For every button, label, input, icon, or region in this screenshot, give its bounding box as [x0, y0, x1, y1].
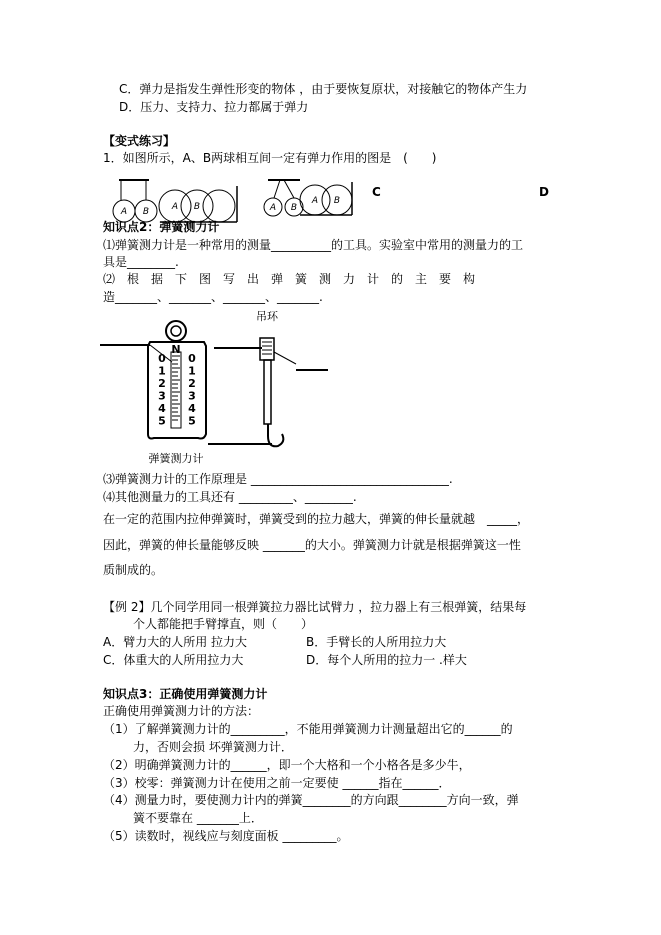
right-scale-spring-coil: [262, 342, 272, 354]
diagram-b-ball-1-label: A: [171, 202, 179, 212]
diagram-d-label: D: [539, 185, 549, 199]
diagram-c-ball-b-label: B: [290, 203, 298, 213]
scale-number-left-2: 2: [158, 377, 166, 390]
point-4: ⑷其他测量力的工具还有 _________、________.: [103, 490, 357, 504]
option-d: D．压力、支持力、拉力都属于弹力: [119, 100, 309, 114]
point-2-line-2: 造_______、_______、_______、_______.: [103, 290, 323, 304]
diagram-c-ball-a-label: A: [269, 203, 277, 213]
scale-number-left-3: 3: [158, 389, 166, 403]
diagram-d-ball-a-label: A: [311, 196, 319, 206]
point-1-line-2: 具是________.: [103, 255, 179, 269]
point-1-line-1: ⑴弹簧测力计是一种常用的测量__________的工具。实验室中常用的测量力的工: [103, 238, 524, 252]
example-2-line-1: 【例 2】几个同学用同一根弹簧拉力器比试臂力 ，拉力器上有三根弹簧，结果每: [103, 600, 527, 614]
scale-number-right-2: 2: [188, 377, 196, 390]
left-scale-ticks: [172, 356, 180, 420]
question-1: 1．如图所示，A、B两球相互间一定有弹力作用的图是 ( ): [103, 151, 437, 165]
method-2: （2）明确弹簧测力计的______，即一个大格和一个小格各是多少牛，: [103, 758, 471, 772]
point-3: ⑶弹簧测力计的工作原理是 _________________________________.: [103, 472, 453, 486]
ring-label: 吊环: [256, 310, 278, 323]
method-3: （3）校零：弹簧测力计在使用之前一定要使 ______指在______．: [103, 776, 451, 790]
example-2-option-d: D．每个人所用的拉力一 .样大: [306, 653, 467, 667]
scale-number-left-5: 5: [158, 414, 166, 428]
method-4-line-1: （4）测量力时，要使测力计内的弹簧________的方向跟________方向一致，弹: [103, 793, 519, 807]
paragraph-line-1: 在一定的范围内拉伸弹簧时，弹簧受到的拉力越大，弹簧的伸长量就越 _____，: [103, 512, 530, 526]
diagram-a-ball-a-label: A: [120, 207, 128, 217]
scale-caption: 弹簧测力计: [148, 452, 204, 465]
right-scale-ring-housing: [260, 338, 274, 360]
scale-number-left-1: 1: [158, 364, 166, 378]
knowledge-point-2: 知识点2：弹簧测力计: [103, 220, 220, 234]
left-scale-ring-inner: [171, 326, 181, 336]
method-4-line-2: 簧不要靠在 _______上．: [133, 811, 263, 825]
diagram-d-ball-b-label: B: [333, 196, 341, 206]
right-scale-rod: [264, 360, 271, 424]
left-scale-spring-tube: [171, 352, 181, 428]
scale-number-left-4: 4: [158, 402, 166, 415]
right-scale-hook: [268, 424, 283, 446]
scale-number-right-4: 4: [188, 402, 196, 415]
knowledge-point-3: 知识点3：正确使用弹簧测力计: [103, 687, 268, 701]
scale-number-right-5: 5: [188, 414, 196, 428]
paragraph-line-2: 因此，弹簧的伸长量能够反映 _______的大小。弹簧测力计就是根据弹簧这一性: [103, 538, 521, 552]
point-2-line-1: ⑵ 根 据 下 图 写 出 弹 簧 测 力 计 的 主 要 构: [103, 272, 476, 286]
example-2-option-b: B．手臂长的人所用拉力大: [306, 635, 447, 649]
method-5: （5）读数时，视线应与刻度面板 _________。: [103, 829, 349, 843]
example-2-line-2: 个人都能把手臂撑直，则（ ）: [133, 617, 314, 631]
diagram-a-ball-b-label: B: [142, 207, 150, 217]
option-c: C．弹力是指发生弹性形变的物体 ，由于要恢复原状，对接触它的物体产生力: [119, 82, 528, 96]
scale-number-right-0: 0: [188, 352, 196, 365]
method-1-line-1: （1）了解弹簧测力计的_________，不能用弹簧测力计测量超出它的______的: [103, 722, 513, 736]
diagram-c-label: C: [372, 185, 381, 199]
paragraph-line-3: 质制成的。: [103, 563, 164, 577]
scale-number-right-1: 1: [188, 364, 196, 378]
variant-practice-header: 【变式练习】: [103, 134, 176, 148]
scale-number-right-3: 3: [188, 389, 196, 403]
diagram-b-ball-2-label: B: [193, 202, 201, 212]
example-2-option-a: A．臂力大的人所用 拉力大: [103, 635, 248, 649]
pointer-line-spring-diag: [274, 352, 296, 364]
scale-unit-label: N: [171, 343, 181, 356]
method-intro: 正确使用弹簧测力计的方法：: [103, 704, 260, 718]
left-scale-ring: [166, 321, 186, 341]
scale-number-left-0: 0: [158, 352, 166, 365]
example-2-option-c: C．体重大的人所用拉力大: [103, 653, 244, 667]
method-1-line-2: 力，否则会损 坏弹簧测力计．: [133, 740, 293, 754]
